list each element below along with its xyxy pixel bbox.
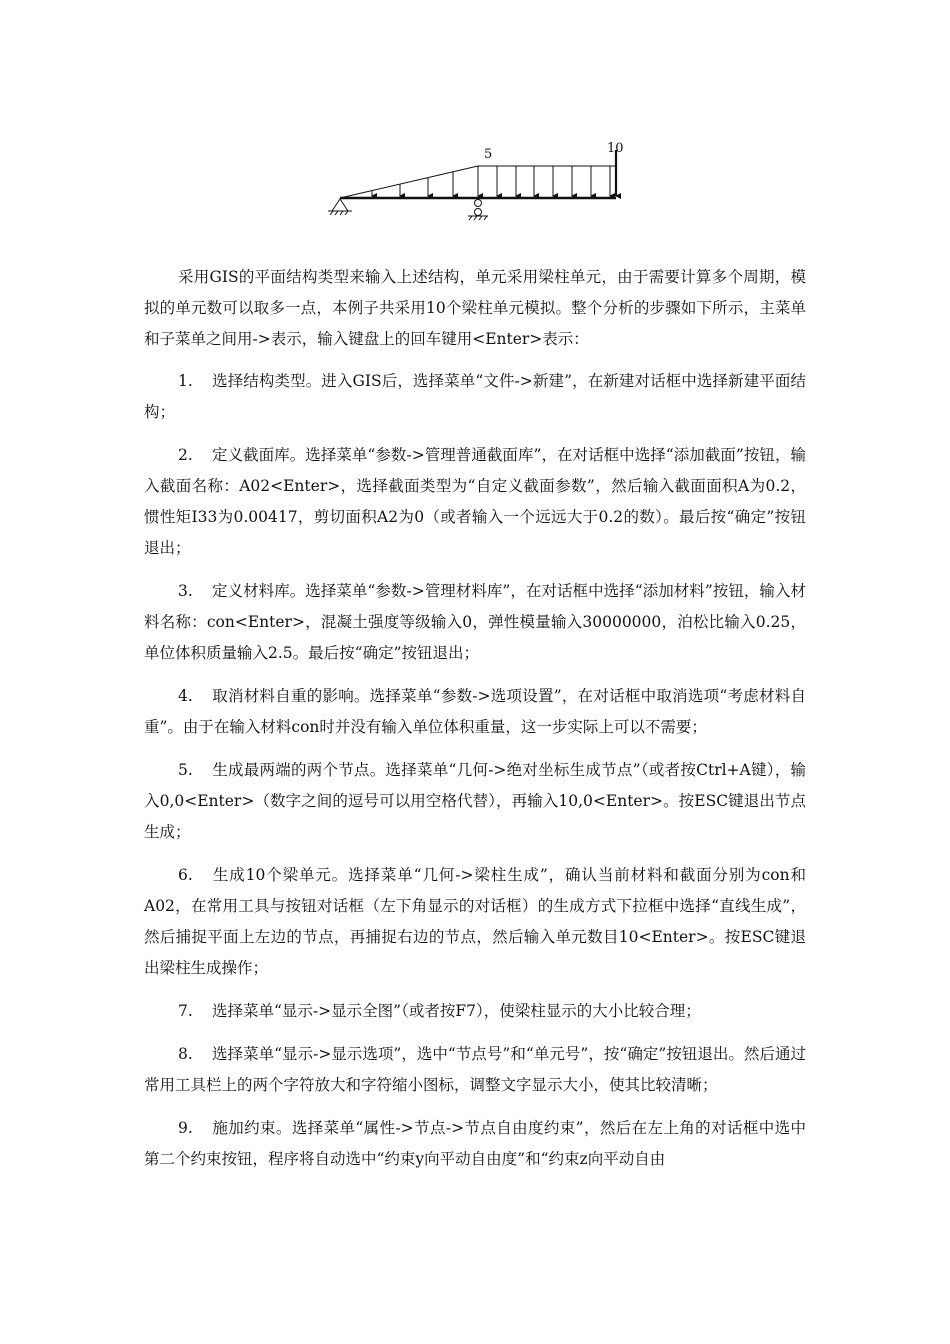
beam-diagram-svg bbox=[320, 132, 630, 232]
intro-paragraph: 采用GIS的平面结构类型来输入上述结构，单元采用梁柱单元，由于需要计算多个周期，模拟的单元数可以取多一点，本例子共采用10个梁柱单元模拟。整个分析的步骤如下所示，主菜单和子菜单之间用->表示，输入键盘上的回车键用<Enter>表示： bbox=[144, 268, 806, 348]
load-envelope-triangular bbox=[340, 166, 478, 198]
step-8 bbox=[144, 1039, 806, 1101]
step-9 bbox=[144, 1113, 806, 1175]
step-text: 取消材料自重的影响。选择菜单“参数->选项设置”，在对话框中取消选项“考虑材料自重”。由于在输入材料con时并没有输入单位体积重量，这一步实际上可以不需要； bbox=[144, 687, 806, 736]
step-text: 施加约束。选择菜单“属性->节点->节点自由度约束”，然后在左上角的对话框中选中第二个约束按钮，程序将自动选中“约束y向平动自由度”和“约束z向平动自由 bbox=[144, 1119, 806, 1168]
label-node-5: 5 bbox=[484, 147, 493, 162]
label-node-10: 10 bbox=[607, 141, 624, 156]
pin-support-left bbox=[328, 199, 352, 215]
step-7 bbox=[144, 996, 806, 1027]
step-3 bbox=[144, 576, 806, 669]
step-number: 9. bbox=[178, 1119, 193, 1137]
step-1 bbox=[144, 366, 806, 428]
step-text: 生成最两端的两个节点。选择菜单“几何->绝对坐标生成节点”（或者按Ctrl+A键），输入0,0<Enter>（数字之间的逗号可以用空格代替），再输入10,0<Enter>。按ESC键退出节点生成； bbox=[144, 761, 806, 841]
step-number: 2. bbox=[178, 446, 193, 464]
step-number: 6. bbox=[178, 866, 193, 884]
step-number: 3. bbox=[178, 582, 193, 600]
step-number: 1. bbox=[178, 372, 193, 390]
step-number: 4. bbox=[178, 687, 193, 705]
step-text: 选择菜单“显示->显示选项”，选中“节点号”和“单元号”，按“确定”按钮退出。然后通过常用工具栏上的两个字符放大和字符缩小图标，调整文字显示大小，使其比较清晰； bbox=[144, 1045, 806, 1094]
beam-load-diagram bbox=[320, 132, 630, 232]
roller-support-middle bbox=[468, 200, 488, 221]
step-text: 选择菜单“显示->显示全图”（或者按F7），使梁柱显示的大小比较合理； bbox=[212, 1002, 701, 1020]
step-number: 5. bbox=[178, 761, 193, 779]
step-6 bbox=[144, 860, 806, 984]
step-4 bbox=[144, 681, 806, 743]
step-5 bbox=[144, 755, 806, 848]
step-2 bbox=[144, 440, 806, 564]
step-number: 7. bbox=[178, 1002, 193, 1020]
step-text: 生成10个梁单元。选择菜单“几何->梁柱生成”，确认当前材料和截面分别为con和A02，在常用工具与按钮对话框（左下角显示的对话框）的生成方式下拉框中选择“直线生成”，然后捕捉平面上左边的节点，再捕捉右边的节点，然后输入单元数目10<Enter>。按ESC键退出梁柱生成操作； bbox=[144, 866, 806, 977]
load-arrows bbox=[372, 166, 610, 196]
step-text: 选择结构类型。进入GIS后，选择菜单“文件->新建”，在新建对话框中选择新建平面结构； bbox=[144, 372, 806, 421]
step-number: 8. bbox=[178, 1045, 193, 1063]
step-text: 定义截面库。选择菜单“参数->管理普通截面库”，在对话框中选择“添加截面”按钮，输入截面名称：A02<Enter>，选择截面类型为“自定义截面参数”，然后输入截面面积A为0.2，惯性矩I33为0.00417，剪切面积A2为0（或者输入一个远远大于0.2的数）。最后按“确定”按钮退出； bbox=[144, 446, 806, 557]
document-body bbox=[144, 262, 806, 1187]
step-text: 定义材料库。选择菜单“参数->管理材料库”，在对话框中选择“添加材料”按钮，输入材料名称：con<Enter>，混凝土强度等级输入0，弹性模量输入30000000，泊松比输入0.25，单位体积质量输入2.5。最后按“确定”按钮退出； bbox=[144, 582, 806, 662]
